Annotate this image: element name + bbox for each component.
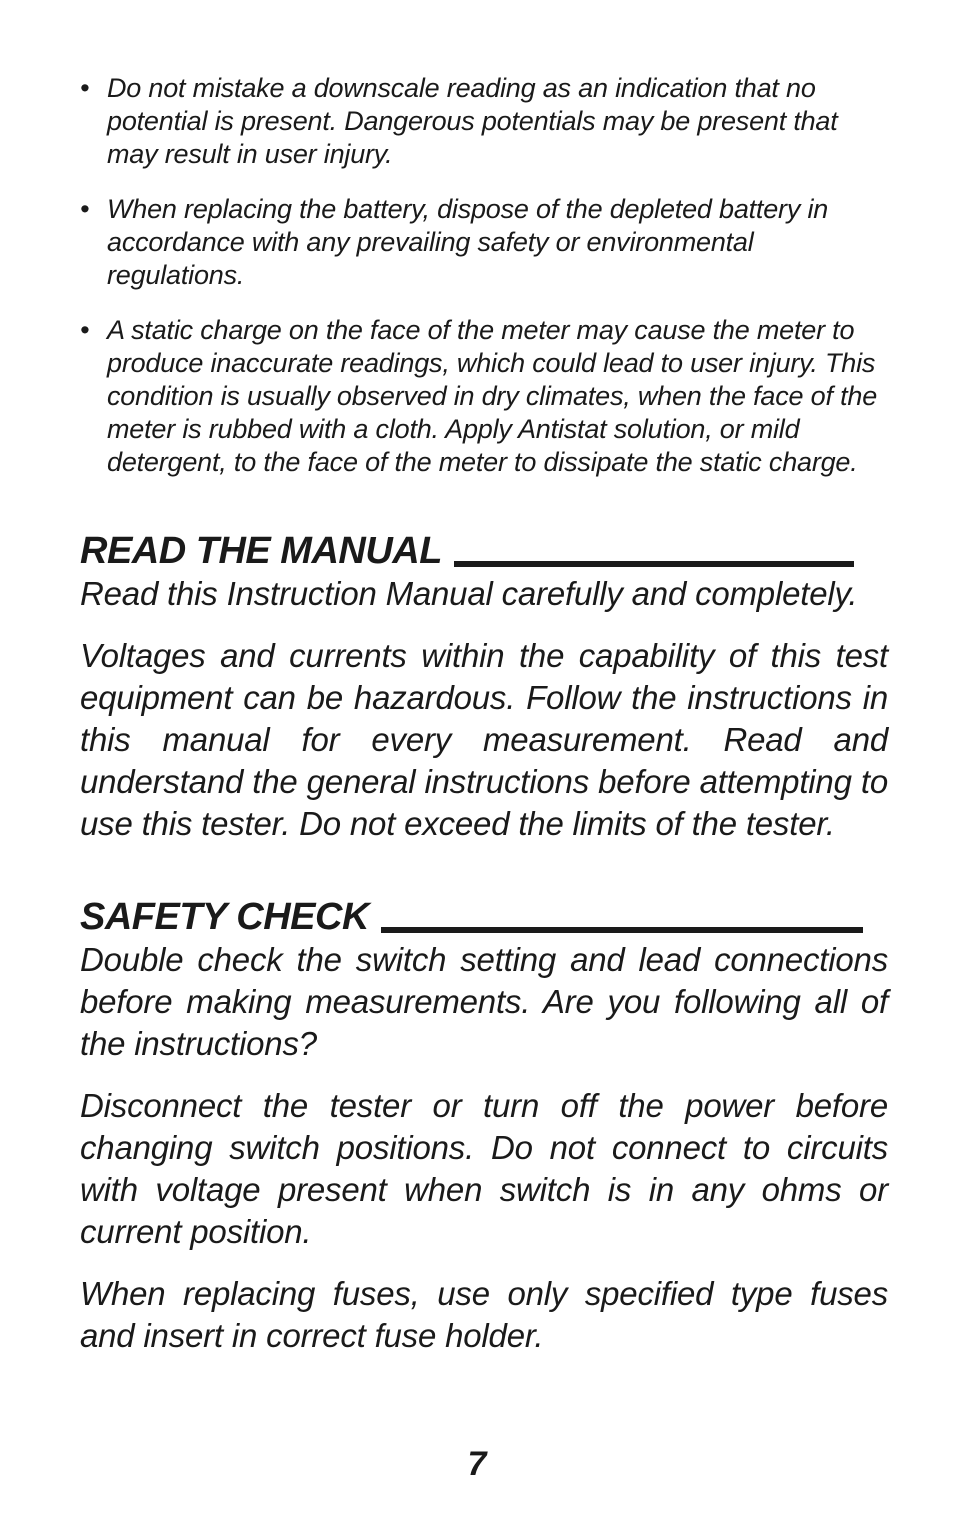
read-manual-heading <box>80 523 888 573</box>
warning-item <box>80 314 888 479</box>
heading-rule <box>454 561 854 567</box>
read-manual-paragraph: Voltages and currents within the capability of this test equipment can be hazardous. Follow the instructions in this manual for every measurement. Read and understand the general instructions before attempting to use this tester. Do not exceed the limits of the tester. <box>80 637 888 842</box>
warning-item <box>80 193 888 292</box>
manual-page <box>80 72 888 1357</box>
warning-text: When replacing the battery, dispose of the depleted battery in accordance with any prevailing safety or environmental regulations. <box>107 194 829 290</box>
warning-list <box>80 72 888 479</box>
warning-text: A static charge on the face of the meter may cause the meter to produce inaccurate readings, which could lead to user injury. This condition is usually observed in dry climates, when the face of the meter is rubbed with a cloth. Apply Antistat solution, or mild detergent, to the face of the meter to dissipate the static charge. <box>107 315 878 477</box>
warning-item <box>80 72 888 171</box>
read-manual-paragraph: Read this Instruction Manual carefully and completely. <box>80 575 858 612</box>
safety-check-heading <box>80 889 888 939</box>
page-number: 7 <box>467 1445 487 1483</box>
heading-rule <box>381 927 863 933</box>
section-title: SAFETY CHECK <box>80 896 369 938</box>
safety-check-paragraph: Disconnect the tester or turn off the power before changing switch positions. Do not connect to circuits with voltage present when switch is in any ohms or current position. <box>80 1087 888 1250</box>
warning-text: Do not mistake a downscale reading as an indication that no potential is present. Dangerous potentials may be present that may result in user injury. <box>107 73 838 169</box>
bullet-marker: • <box>80 194 90 224</box>
section-title: READ THE MANUAL <box>80 530 442 572</box>
safety-check-paragraph: Double check the switch setting and lead connections before making measurements. Are you following all of the instructions? <box>80 941 888 1062</box>
bullet-marker: • <box>80 315 90 345</box>
bullet-marker: • <box>80 73 90 103</box>
safety-check-paragraph: When replacing fuses, use only specified type fuses and insert in correct fuse holder. <box>80 1275 888 1354</box>
